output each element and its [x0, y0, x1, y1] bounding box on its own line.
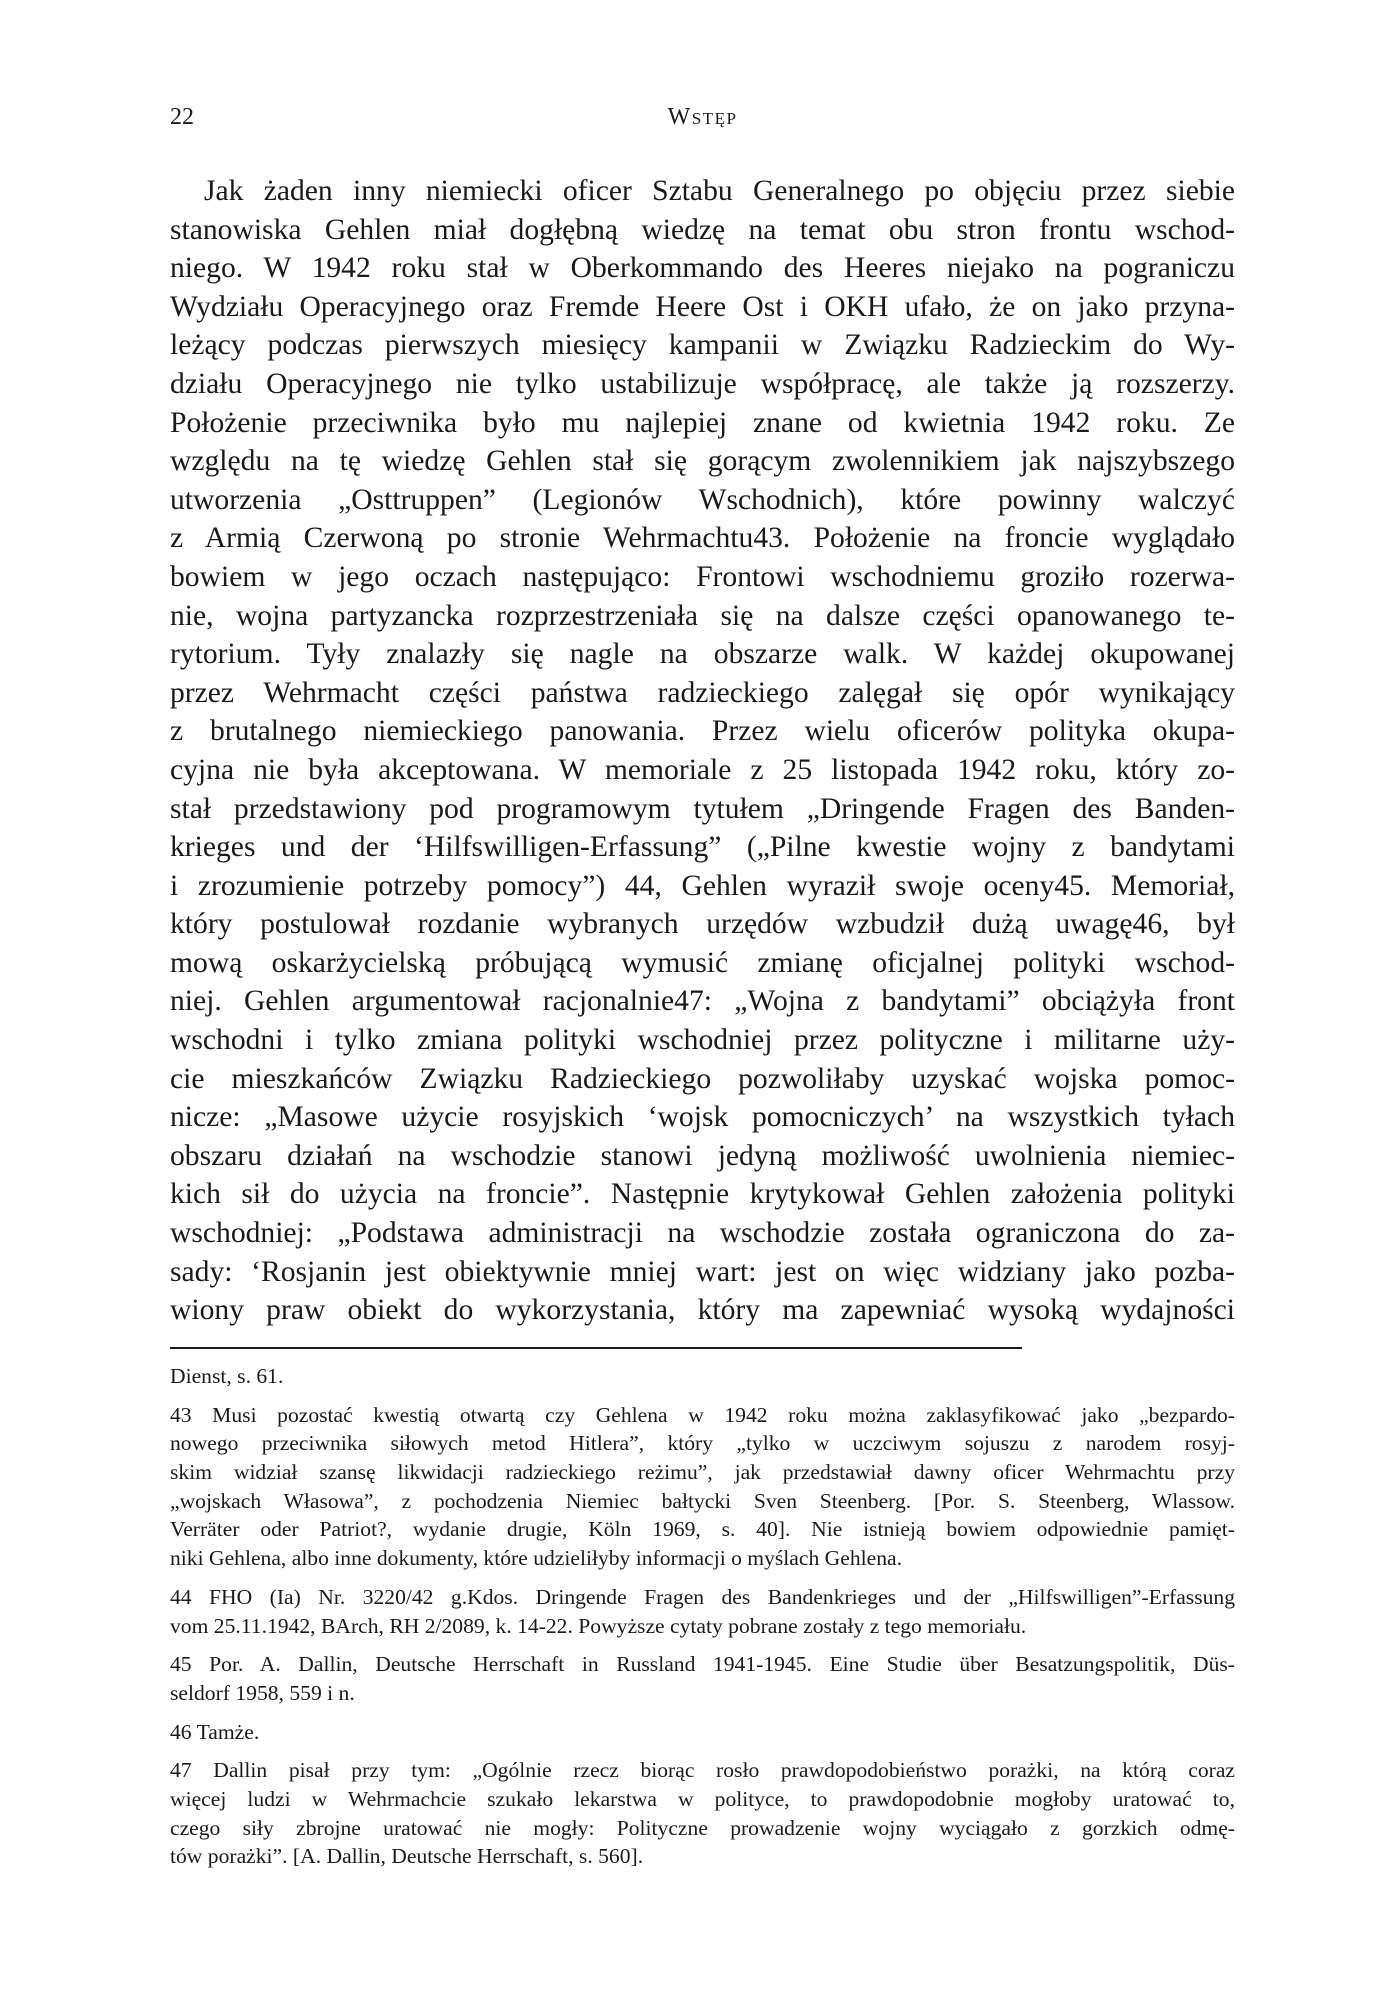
- footnote-line: vom 25.11.1942, BArch, RH 2/2089, k. 14-22. Powyższe cytaty pobrane zostały z tego memoriału.: [170, 1613, 1027, 1638]
- body-line: Jak żaden inny niemiecki oficer Sztabu Generalnego po objęciu przez siebie: [204, 175, 1235, 207]
- footnote-line: 44 FHO (Ia) Nr. 3220/42 g.Kdos. Dringende Fragen des Bandenkrieges und der „Hilfswilligen”-Erfassung: [170, 1584, 1235, 1609]
- body-line: z Armią Czerwoną po stronie Wehrmachtu43. Położenie na froncie wyglądało: [170, 522, 1235, 555]
- body-line: Położenie przeciwnika było mu najlepiej znane od kwietnia 1942 roku. Ze: [170, 406, 1235, 439]
- body-line: nicze: „Masowe użycie rosyjskich ‘wojsk pomocniczych’ na wszystkich tyłach: [170, 1101, 1235, 1134]
- footnote-line: Dienst, s. 61.: [170, 1364, 284, 1388]
- body-line: nie, wojna partyzancka rozprzestrzeniała się na dalsze części opanowanego te-: [170, 599, 1235, 632]
- footnote-line: 43 Musi pozostać kwestią otwartą czy Gehlena w 1942 roku można zaklasyfikować jako „bezpardo-: [170, 1402, 1235, 1427]
- body-line: i zrozumienie potrzeby pomocy”) 44, Gehlen wyraził swoje oceny45. Memoriał,: [170, 869, 1235, 902]
- body-line: sady: ‘Rosjanin jest obiektywnie mniej wart: jest on więc widziany jako pozba-: [170, 1255, 1235, 1288]
- body-line: kich sił do użycia na froncie”. Następnie krytykował Gehlen założenia polityki: [170, 1178, 1235, 1211]
- footnote-line: 46 Tamże.: [170, 1719, 260, 1744]
- body-line: wiony praw obiekt do wykorzystania, który ma zapewniać wysoką wydajności: [170, 1294, 1235, 1327]
- footnote-line: „wojskach Własowa”, z pochodzenia Niemiec bałtycki Sven Steenberg. [Por. S. Steenberg, Wlassow.: [170, 1488, 1235, 1513]
- body-line: bowiem w jego oczach następująco: Frontowi wschodniemu groziło rozerwa-: [170, 560, 1235, 593]
- body-line: krieges und der ‘Hilfswilligen-Erfassung” („Pilne kwestie wojny z bandytami: [170, 831, 1235, 864]
- body-line: utworzenia „Osttruppen” (Legionów Wschodnich), które powinny walczyć: [170, 483, 1235, 516]
- footnote-line: tów porażki”. [A. Dallin, Deutsche Herrschaft, s. 560].: [170, 1844, 644, 1869]
- body-line: cie mieszkańców Związku Radzieckiego pozwoliłaby uzyskać wojska pomoc-: [170, 1062, 1235, 1095]
- body-line: rytorium. Tyły znalazły się nagle na obszarze walk. W każdej okupowanej: [170, 638, 1235, 671]
- body-line: mową oskarżycielską próbującą wymusić zmianę oficjalnej polityki wschod-: [170, 946, 1235, 979]
- body-text: [170, 172, 1235, 1330]
- footnote-line: niki Gehlena, albo inne dokumenty, które udzieliłyby informacji o myślach Gehlena.: [170, 1546, 902, 1571]
- footnote-line: czego siły zbrojne uratować nie mogły: Polityczne prowadzenie wojny wyciągało z gorzkich odmę-: [170, 1815, 1235, 1840]
- footnote-line: 45 Por. A. Dallin, Deutsche Herrschaft in Russland 1941-1945. Eine Studie über Besatzungspolitik, Düs-: [170, 1652, 1235, 1677]
- body-line: Wydziału Operacyjnego oraz Fremde Heere Ost i OKH ufało, że on jako przyna-: [170, 290, 1235, 323]
- body-line: wschodni i tylko zmiana polityki wschodniej przez polityczne i militarne uży-: [170, 1024, 1235, 1057]
- body-line: względu na tę wiedzę Gehlen stał się gorącym zwolennikiem jak najszybszego: [170, 445, 1235, 478]
- page-header: [170, 104, 1235, 138]
- body-line: przez Wehrmacht części państwa radzieckiego zalęgał się opór wynikający: [170, 676, 1235, 709]
- body-line: z brutalnego niemieckiego panowania. Przez wielu oficerów polityka okupa-: [170, 715, 1235, 748]
- body-line: działu Operacyjnego nie tylko ustabilizuje współpracę, ale także ją rozszerzy.: [170, 367, 1235, 400]
- footnote-line: seldorf 1958, 559 i n.: [170, 1680, 355, 1705]
- body-line: niego. W 1942 roku stał w Oberkommando des Heeres niejako na pograniczu: [170, 252, 1235, 285]
- footnote-rule: [170, 1347, 1022, 1349]
- footnote-line: Verräter oder Patriot?, wydanie drugie, Köln 1969, s. 40]. Nie istnieją bowiem odpowiednie pamięt-: [170, 1517, 1235, 1542]
- body-line: obszaru działań na wschodzie stanowi jedyną możliwość uwolnienia niemiec-: [170, 1139, 1235, 1172]
- body-line: stał przedstawiony pod programowym tytułem „Dringende Fragen des Banden-: [170, 792, 1235, 825]
- footnote-line: 47 Dallin pisał przy tym: „Ogólnie rzecz biorąc rosło prawdopodobieństwo porażki, na którą coraz: [170, 1758, 1235, 1783]
- body-line: leżący podczas pierwszych miesięcy kampanii w Związku Radzieckim do Wy-: [170, 329, 1235, 362]
- body-line: wschodniej: „Podstawa administracji na wschodzie została ograniczona do za-: [170, 1217, 1235, 1250]
- body-line: który postulował rozdanie wybranych urzędów wzbudził dużą uwagę46, był: [170, 908, 1235, 941]
- running-head: Wstęp: [667, 104, 738, 130]
- page-number: 22: [170, 104, 194, 130]
- body-line: cyjna nie była akceptowana. W memoriale z 25 listopada 1942 roku, który zo-: [170, 753, 1235, 786]
- footnote-line: więcej ludzi w Wehrmachcie szukało lekarstwa w polityce, to prawdopodobnie mogłoby uratować to,: [170, 1786, 1235, 1811]
- body-line: stanowiska Gehlen miał dogłębną wiedzę na temat obu stron frontu wschod-: [170, 213, 1235, 246]
- footnote-line: nowego przeciwnika siłowych metod Hitlera”, który „tylko w uczciwym sojuszu z narodem rosyj-: [170, 1431, 1235, 1456]
- footnotes: [170, 1362, 1235, 1871]
- body-line: niej. Gehlen argumentował racjonalnie47: „Wojna z bandytami” obciążyła front: [170, 985, 1235, 1018]
- footnote-line: skim widział szansę likwidacji radzieckiego reżimu”, jak przedstawiał dawny oficer Wehrmachtu przy: [170, 1460, 1235, 1485]
